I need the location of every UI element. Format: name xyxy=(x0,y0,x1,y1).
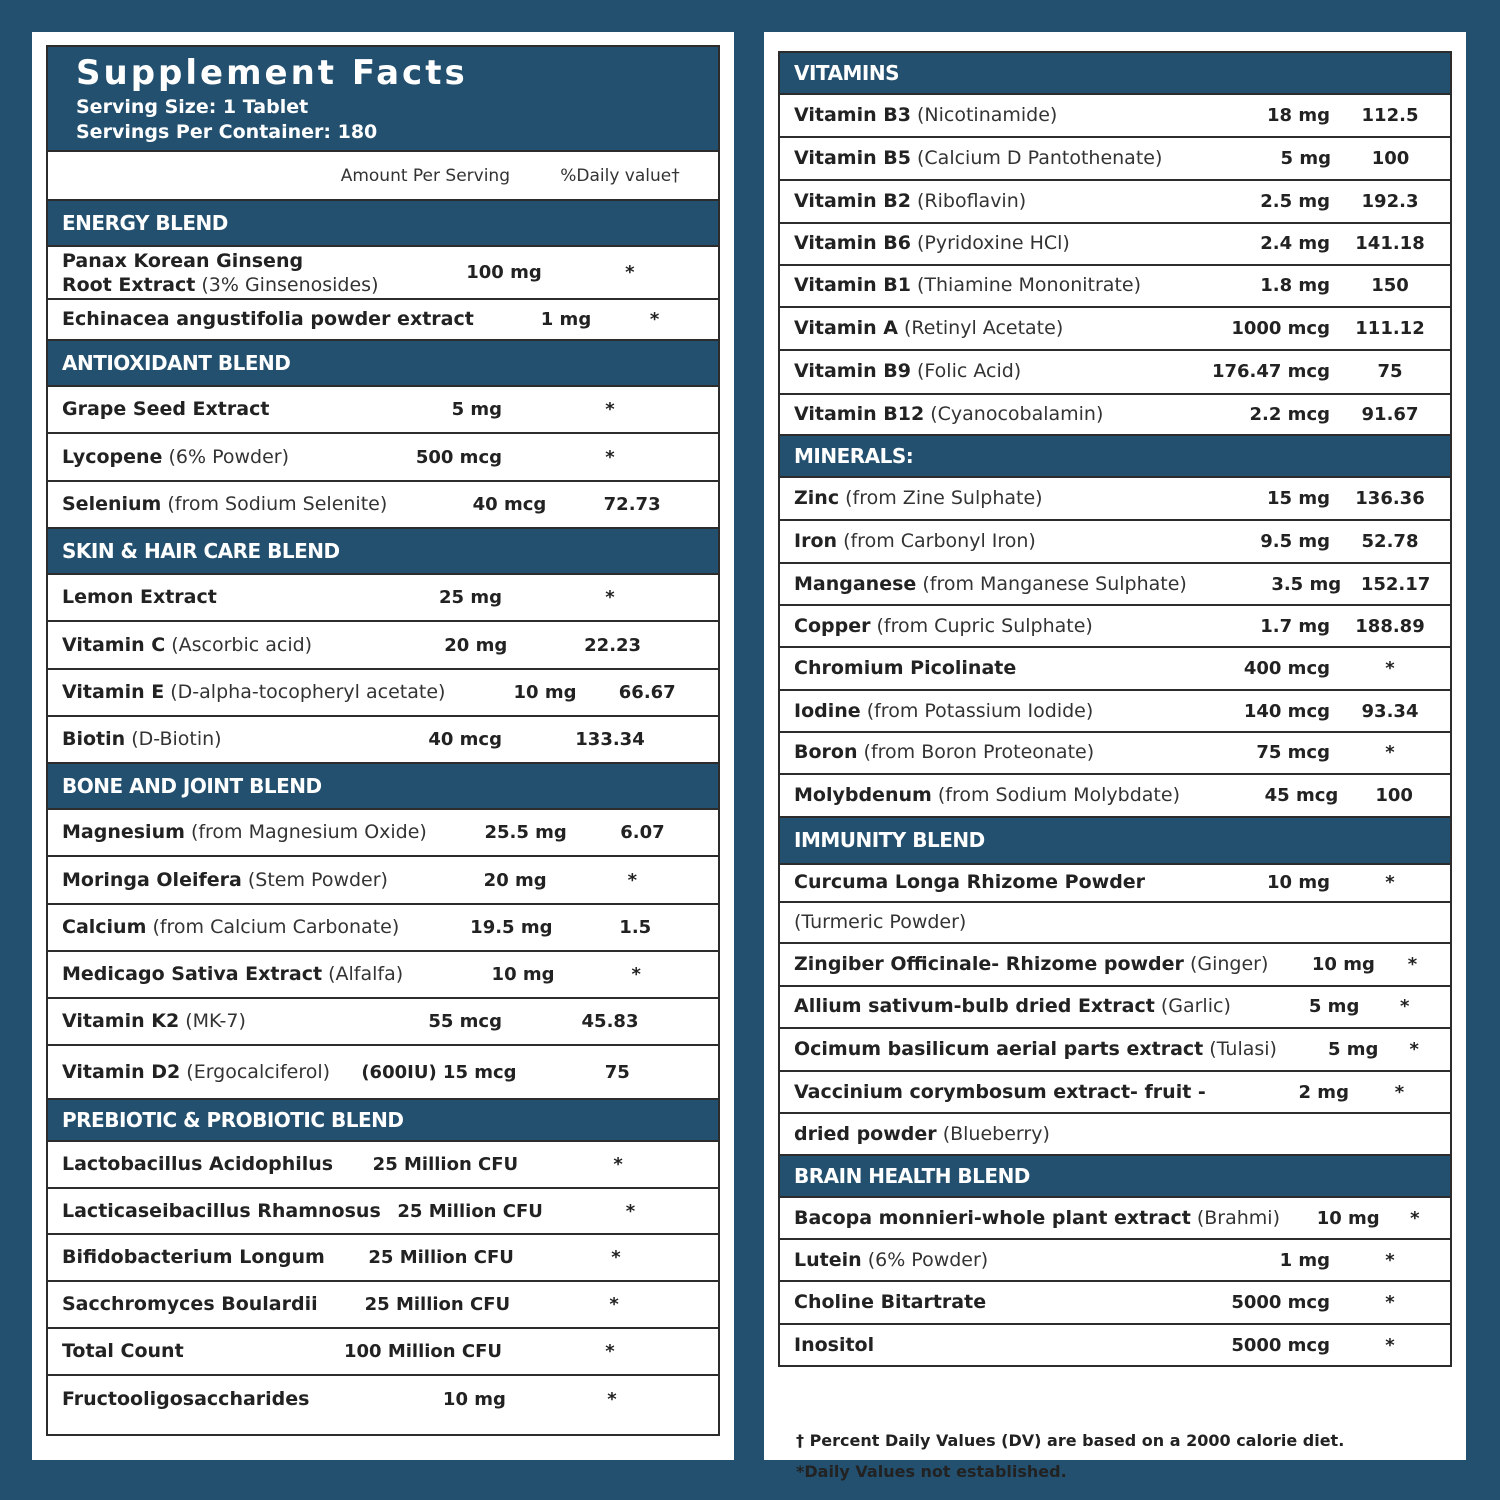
nutrient-name xyxy=(794,486,1160,511)
daily-value: 75 xyxy=(1377,361,1403,383)
amount-per-serving: 40 mcg xyxy=(428,729,502,750)
nutrient-source: (MK-7) xyxy=(185,1010,246,1032)
nutrient-name xyxy=(62,492,387,517)
nutrient-row xyxy=(48,482,718,529)
nutrient-name-bold: Lycopene xyxy=(62,445,163,468)
nutrient-row xyxy=(780,987,1450,1029)
amount-per-serving: 1.7 mg xyxy=(1260,615,1330,637)
nutrient-source: (Calcium D Pantothenate) xyxy=(917,146,1163,169)
nutrient-name xyxy=(794,1248,1160,1273)
daily-value: 6.07 xyxy=(620,822,665,843)
nutrient-name-bold: Moringa Oleifera xyxy=(62,868,242,891)
nutrient-name-bold: Boron xyxy=(794,741,858,764)
amount-per-serving: 2.4 mg xyxy=(1260,233,1330,255)
daily-value: 93.34 xyxy=(1361,700,1419,722)
nutrient-name xyxy=(794,952,1268,977)
amount-per-serving: 140 mcg xyxy=(1243,700,1330,722)
daily-value: 75 xyxy=(604,1061,630,1083)
nutrient-name-bold: Ocimum basilicum aerial parts extract xyxy=(794,1038,1204,1061)
nutrient-name xyxy=(794,614,1160,639)
nutrient-name xyxy=(62,727,302,752)
nutrient-source: (from Sodium Selenite) xyxy=(167,493,388,515)
amount-per-serving: 5 mg xyxy=(451,399,502,420)
section-bone-and-joint-blend: BONE AND JOINT BLEND xyxy=(48,764,718,810)
nutrient-name xyxy=(62,915,399,940)
daily-value: 192.3 xyxy=(1361,190,1419,212)
amount-per-serving: 5 mg xyxy=(1308,996,1360,1018)
amount-per-serving: 2.5 mg xyxy=(1260,190,1330,212)
daily-value: * xyxy=(1394,1081,1405,1103)
nutrient-name xyxy=(62,1199,381,1224)
nutrient-row xyxy=(780,351,1450,395)
nutrient-name xyxy=(794,103,1160,128)
nutrient-name-bold: Magnesium xyxy=(62,821,185,843)
nutrient-source: (Turmeric Powder) xyxy=(794,910,967,933)
amount-per-serving: 10 mg xyxy=(1316,1207,1380,1229)
nutrient-row xyxy=(780,1198,1450,1240)
nutrient-name-bold: Manganese xyxy=(794,572,917,595)
nutrient-name-bold: Inositol xyxy=(794,1333,875,1356)
nutrient-name xyxy=(62,820,427,845)
nutrient-name-bold: Vitamin A xyxy=(794,316,898,339)
nutrient-name xyxy=(794,572,1187,597)
nutrient-row xyxy=(780,138,1450,181)
nutrient-source: (Nicotinamide) xyxy=(917,103,1058,126)
serving-size: Serving Size: 1 Tablet xyxy=(76,96,309,118)
nutrient-row xyxy=(48,1189,718,1235)
amount-per-serving: 5000 mcg xyxy=(1231,1334,1330,1356)
nutrient-row xyxy=(780,395,1450,437)
daily-value: 141.18 xyxy=(1355,233,1425,255)
amount-per-serving: 25 Million CFU xyxy=(368,1247,514,1268)
nutrient-name-bold: Lemon Extract xyxy=(62,586,217,608)
nutrient-name-bold: Vitamin B5 xyxy=(794,146,911,169)
daily-value: * xyxy=(611,1247,621,1268)
amount-per-serving: 3.5 mg xyxy=(1271,573,1342,595)
amount-per-serving: 75 mcg xyxy=(1256,742,1330,764)
nutrient-name-bold: Copper xyxy=(794,614,871,637)
daily-value: 66.67 xyxy=(618,682,676,703)
nutrient-name xyxy=(62,397,302,422)
section-minerals: MINERALS: xyxy=(780,436,1450,478)
amount-per-serving: 1 mg xyxy=(540,309,592,330)
nutrient-name-bold: Vitamin C xyxy=(62,633,166,656)
nutrient-name-bold: Vitamin B2 xyxy=(794,189,911,212)
amount-per-serving: 1 mg xyxy=(1279,1249,1330,1271)
daily-value: * xyxy=(605,587,615,608)
nutrient-source: (Stem Powder) xyxy=(247,868,388,891)
nutrient-name-bold: Biotin xyxy=(62,728,126,750)
nutrient-name xyxy=(62,868,388,893)
nutrient-row xyxy=(48,905,718,952)
amount-per-serving: 2.2 mcg xyxy=(1249,403,1330,425)
amount-per-serving: 10 mg xyxy=(442,1389,506,1410)
daily-value: 152.17 xyxy=(1360,573,1431,595)
nutrient-row xyxy=(48,717,718,764)
nutrient-name-bold: Vitamin K2 xyxy=(62,1010,180,1032)
nutrient-name-bold: Lutein xyxy=(794,1248,862,1271)
nutrient-row xyxy=(780,944,1450,987)
nutrient-name xyxy=(62,1292,318,1317)
nutrient-name xyxy=(62,307,474,332)
amount-per-serving: 2 mg xyxy=(1298,1081,1349,1103)
nutrient-name-bold: Molybdenum xyxy=(794,783,932,806)
amount-per-serving: 176.47 mcg xyxy=(1211,361,1330,383)
nutrient-source: (Garlic) xyxy=(1160,995,1231,1018)
daily-value: * xyxy=(1385,1249,1395,1271)
daily-value: 133.34 xyxy=(575,729,645,750)
amount-per-serving: 100 Million CFU xyxy=(343,1341,502,1362)
nutrient-source: (from Potassium Iodide) xyxy=(866,699,1094,722)
nutrient-row xyxy=(780,606,1450,648)
nutrient-name xyxy=(794,316,1160,341)
nutrient-row xyxy=(780,181,1450,224)
nutrient-row xyxy=(48,1329,718,1376)
nutrient-name-bold: dried powder xyxy=(794,1122,937,1145)
supplement-facts-table-right xyxy=(778,51,1452,1367)
daily-value: * xyxy=(1385,1292,1395,1314)
nutrient-name xyxy=(62,1245,325,1270)
daily-value: 52.78 xyxy=(1361,531,1419,553)
amount-per-serving: 1.8 mg xyxy=(1260,275,1330,297)
daily-value: * xyxy=(627,869,638,891)
nutrient-row xyxy=(780,775,1450,818)
section-antioxidant-blend: ANTIOXIDANT BLEND xyxy=(48,341,718,387)
servings-per-container: Servings Per Container: 180 xyxy=(76,121,378,143)
nutrient-source: (from Zine Sulphate) xyxy=(845,487,1043,510)
nutrient-name-bold: Bacopa monnieri-whole plant extract xyxy=(794,1206,1191,1229)
nutrient-row xyxy=(48,999,718,1046)
daily-value: * xyxy=(605,399,615,420)
nutrient-row xyxy=(780,648,1450,691)
nutrient-source: (6% Powder) xyxy=(168,445,289,468)
nutrient-name xyxy=(794,1290,1160,1315)
nutrient-name xyxy=(62,585,302,610)
nutrient-source: (from Carbonyl Iron) xyxy=(843,530,1036,553)
amount-per-serving: 5 mg xyxy=(1327,1039,1379,1061)
nutrient-name-bold: Iron xyxy=(794,530,838,553)
nutrient-row xyxy=(48,622,718,670)
amount-per-serving: 20 mg xyxy=(444,634,508,656)
daily-value: 72.73 xyxy=(603,494,661,515)
daily-value: * xyxy=(1385,872,1395,894)
nutrient-name-bold: Selenium xyxy=(62,493,162,515)
nutrient-source: (Folic Acid) xyxy=(917,360,1022,383)
nutrient-name xyxy=(794,231,1160,256)
nutrient-name-bold: Chromium Picolinate xyxy=(794,657,1017,680)
amount-per-serving: 400 mcg xyxy=(1243,658,1330,680)
nutrient-name-bold: Curcuma Longa Rhizome Powder xyxy=(794,871,1146,894)
nutrient-name-bold: Vitamin E xyxy=(62,681,165,703)
daily-value: * xyxy=(605,1341,615,1362)
nutrient-name xyxy=(62,962,403,987)
nutrient-row xyxy=(780,95,1450,138)
nutrient-row xyxy=(780,564,1450,606)
nutrient-row xyxy=(780,224,1450,266)
nutrient-name-bold: Zinc xyxy=(794,487,840,510)
nutrient-row xyxy=(48,387,718,434)
nutrient-row xyxy=(780,1325,1450,1365)
nutrient-name-bold: Vitamin B12 xyxy=(794,402,925,425)
nutrient-name-bold: Zingiber Officinale- Rhizome powder xyxy=(794,952,1184,975)
daily-value: 111.12 xyxy=(1355,317,1425,339)
daily-value: * xyxy=(1385,658,1395,680)
nutrient-source: (from Manganese Sulphate) xyxy=(922,572,1187,595)
nutrient-name xyxy=(62,633,312,658)
nutrient-source: (from Cupric Sulphate) xyxy=(876,614,1093,637)
nutrient-name xyxy=(794,146,1162,171)
nutrient-name-bold: Medicago Sativa Extract xyxy=(62,963,323,985)
section-immunity-blend: IMMUNITY BLEND xyxy=(780,818,1450,865)
title-block xyxy=(48,47,718,152)
nutrient-row xyxy=(780,266,1450,308)
amount-per-serving: 55 mcg xyxy=(428,1011,502,1032)
daily-value: * xyxy=(625,262,635,283)
nutrient-source: (Brahmi) xyxy=(1196,1206,1280,1229)
amount-per-serving: 25 Million CFU xyxy=(397,1200,543,1222)
nutrient-row xyxy=(780,903,1450,944)
section-energy-blend: ENERGY BLEND xyxy=(48,201,718,247)
nutrient-name-bold: Vitamin B9 xyxy=(794,360,911,383)
nutrient-source: (Retinyl Acetate) xyxy=(904,316,1064,339)
amount-per-serving: 1000 mcg xyxy=(1231,317,1330,339)
nutrient-name-bold: Lacticaseibacillus Rhamnosus xyxy=(62,1199,381,1222)
nutrient-name xyxy=(794,1037,1277,1062)
daily-value: * xyxy=(1410,1207,1420,1229)
section-skin-hair-care-blend: SKIN & HAIR CARE BLEND xyxy=(48,529,718,575)
nutrient-row xyxy=(780,733,1450,775)
nutrient-row xyxy=(48,300,718,341)
nutrient-name xyxy=(794,910,1160,935)
nutrient-source: (from Sodium Molybdate) xyxy=(937,783,1180,806)
amount-per-serving: 20 mg xyxy=(483,869,547,891)
nutrient-name-bold: Panax Korean Ginseng xyxy=(62,249,304,272)
nutrient-source: (6% Powder) xyxy=(867,1248,989,1271)
section-vitamins: VITAMINS xyxy=(780,53,1450,95)
amount-per-serving: 25.5 mg xyxy=(484,822,567,843)
nutrient-row xyxy=(780,1282,1450,1325)
nutrient-name xyxy=(794,273,1160,298)
nutrient-source: (D-alpha-tocopheryl acetate) xyxy=(170,681,446,703)
daily-value: * xyxy=(1385,742,1395,764)
nutrient-name-bold: Vitamin D2 xyxy=(62,1060,181,1083)
nutrient-name xyxy=(62,680,445,705)
nutrient-name-bold: Vaccinium corymbosum extract- fruit - xyxy=(794,1080,1206,1103)
nutrient-row xyxy=(48,857,718,905)
amount-per-serving: 25 Million CFU xyxy=(372,1154,519,1175)
nutrient-name xyxy=(62,445,302,470)
amount-per-serving: 19.5 mg xyxy=(470,917,553,938)
daily-value: * xyxy=(609,1294,619,1315)
nutrient-source: (Tulasi) xyxy=(1209,1038,1277,1061)
footnote-dv: † Percent Daily Values (DV) are based on a 2000 calorie diet. xyxy=(796,1431,1345,1450)
nutrient-source: (Blueberry) xyxy=(942,1122,1050,1145)
amount-per-serving: 10 mg xyxy=(1267,872,1330,894)
nutrient-source: (Ascorbic acid) xyxy=(171,633,313,656)
nutrient-name xyxy=(794,1333,1160,1358)
amount-per-serving: 9.5 mg xyxy=(1260,531,1330,553)
nutrient-source: (Cyanocobalamin) xyxy=(930,402,1104,425)
daily-value: * xyxy=(1409,1039,1419,1061)
footnote-not-established: *Daily Values not established. xyxy=(796,1462,1067,1481)
daily-value: * xyxy=(649,309,660,330)
nutrient-row xyxy=(780,478,1450,521)
nutrient-name xyxy=(794,740,1160,765)
amount-per-serving: 5 mg xyxy=(1280,147,1331,169)
nutrient-source: (Ginger) xyxy=(1189,952,1269,975)
amount-per-serving: 18 mg xyxy=(1267,104,1330,126)
daily-value: * xyxy=(613,1154,623,1175)
nutrient-name xyxy=(794,870,1160,895)
daily-value: * xyxy=(1385,1334,1395,1356)
footnotes xyxy=(796,1425,1446,1487)
right-panel xyxy=(764,32,1466,1481)
nutrient-row xyxy=(48,575,718,622)
daily-value: 150 xyxy=(1371,275,1409,297)
nutrient-name xyxy=(794,529,1160,554)
nutrient-name-bold: Allium sativum-bulb dried Extract xyxy=(794,995,1155,1018)
nutrient-name xyxy=(62,1060,330,1085)
amount-per-serving: 10 mg xyxy=(513,682,577,703)
supplement-facts-table-left xyxy=(46,45,720,1436)
nutrient-name-bold: Echinacea angustifolia powder extract xyxy=(62,308,474,330)
nutrient-name-bold: Calcium xyxy=(62,916,147,938)
column-header xyxy=(48,152,718,201)
page-title: Supplement Facts xyxy=(76,53,468,93)
nutrient-name-bold: Sacchromyces Boulardii xyxy=(62,1293,318,1315)
nutrient-name-bold: Root Extract xyxy=(62,273,196,296)
nutrient-name xyxy=(794,994,1231,1019)
nutrient-row xyxy=(780,1240,1450,1282)
nutrient-row xyxy=(48,434,718,482)
daily-value: 136.36 xyxy=(1355,488,1425,510)
nutrient-name xyxy=(62,1152,333,1177)
daily-value: * xyxy=(605,446,615,468)
section-brain-health-blend: BRAIN HEALTH BLEND xyxy=(780,1156,1450,1198)
daily-value: 100 xyxy=(1371,147,1410,169)
nutrient-source: (from Magnesium Oxide) xyxy=(190,821,427,843)
nutrient-row xyxy=(780,308,1450,351)
nutrient-row xyxy=(780,1029,1450,1073)
nutrient-name-bold: Total Count xyxy=(62,1340,184,1362)
nutrient-name xyxy=(794,359,1160,384)
amount-per-serving: 15 mg xyxy=(1267,488,1330,510)
nutrient-name-bold: Grape Seed Extract xyxy=(62,398,270,420)
nutrient-row xyxy=(780,521,1450,564)
nutrient-row xyxy=(780,1072,1450,1114)
nutrient-source: (Thiamine Mononitrate) xyxy=(917,274,1142,297)
nutrient-name xyxy=(62,1009,302,1034)
amount-per-serving-header: Amount Per Serving xyxy=(340,165,510,186)
nutrient-row xyxy=(48,1235,718,1282)
amount-per-serving: 40 mcg xyxy=(472,494,547,515)
amount-per-serving: 5000 mcg xyxy=(1231,1292,1330,1314)
amount-per-serving: 500 mcg xyxy=(415,446,502,468)
nutrient-row xyxy=(48,1142,718,1189)
nutrient-name xyxy=(794,699,1160,724)
nutrient-row xyxy=(780,1114,1450,1156)
nutrient-name-bold: Fructooligosaccharides xyxy=(62,1388,310,1410)
daily-value: * xyxy=(1407,953,1418,975)
daily-value: 112.5 xyxy=(1361,104,1419,126)
nutrient-name-bold: Vitamin B6 xyxy=(794,232,911,255)
nutrient-row xyxy=(48,1376,718,1423)
daily-value: 91.67 xyxy=(1361,403,1419,425)
nutrient-row xyxy=(48,810,718,857)
nutrient-row xyxy=(48,247,718,300)
nutrient-name xyxy=(62,249,378,297)
daily-value: * xyxy=(1399,996,1410,1018)
nutrient-name xyxy=(794,1122,1160,1147)
nutrient-row xyxy=(780,865,1450,903)
nutrient-name-bold: Bifidobacterium Longum xyxy=(62,1246,325,1268)
nutrient-row xyxy=(48,952,718,999)
nutrient-name xyxy=(794,656,1160,681)
amount-per-serving: (600IU) 15 mcg xyxy=(361,1061,517,1083)
daily-value: * xyxy=(607,1389,617,1410)
nutrient-source: (Ergocalciferol) xyxy=(186,1060,331,1083)
nutrient-row xyxy=(780,691,1450,733)
left-panel xyxy=(32,32,734,1460)
nutrient-name xyxy=(794,189,1160,214)
daily-value: * xyxy=(625,1200,636,1222)
daily-value: 45.83 xyxy=(581,1011,639,1032)
amount-per-serving: 100 mg xyxy=(466,262,542,283)
nutrient-source: (from Calcium Carbonate) xyxy=(152,916,400,938)
nutrient-source: (Riboflavin) xyxy=(917,189,1027,212)
nutrient-name xyxy=(794,1206,1280,1231)
nutrient-row xyxy=(48,670,718,717)
daily-value-header: %Daily value† xyxy=(560,165,680,186)
amount-per-serving: 10 mg xyxy=(491,964,555,985)
nutrient-name-bold: Choline Bitartrate xyxy=(794,1291,987,1314)
nutrient-name-bold: Vitamin B1 xyxy=(794,274,911,297)
daily-value: 22.23 xyxy=(584,634,642,656)
nutrient-row xyxy=(48,1046,718,1100)
nutrient-source: (3% Ginsenosides) xyxy=(201,273,379,296)
daily-value: 1.5 xyxy=(619,917,652,938)
daily-value: 188.89 xyxy=(1355,615,1425,637)
nutrient-name xyxy=(794,783,1180,808)
nutrient-name-bold: Iodine xyxy=(794,699,861,722)
nutrient-source: (Pyridoxine HCl) xyxy=(917,232,1070,255)
nutrient-name-bold: Lactobacillus Acidophilus xyxy=(62,1153,334,1175)
amount-per-serving: 25 Million CFU xyxy=(364,1294,511,1315)
nutrient-source: (Alfalfa) xyxy=(328,963,404,985)
nutrient-name xyxy=(794,402,1160,427)
daily-value: * xyxy=(631,964,641,985)
section-prebiotic-probiotic-blend: PREBIOTIC & PROBIOTIC BLEND xyxy=(48,1100,718,1142)
nutrient-source: (from Boron Proteonate) xyxy=(863,741,1095,764)
nutrient-name xyxy=(62,1339,302,1364)
amount-per-serving: 10 mg xyxy=(1311,953,1375,975)
amount-per-serving: 45 mcg xyxy=(1264,784,1339,806)
nutrient-name xyxy=(62,1387,309,1412)
nutrient-row xyxy=(48,1282,718,1329)
amount-per-serving: 25 mg xyxy=(439,587,502,608)
nutrient-source: (D-Biotin) xyxy=(131,728,222,750)
nutrient-name-bold: Vitamin B3 xyxy=(794,103,911,126)
daily-value: 100 xyxy=(1375,784,1413,806)
nutrient-name xyxy=(794,1080,1206,1105)
